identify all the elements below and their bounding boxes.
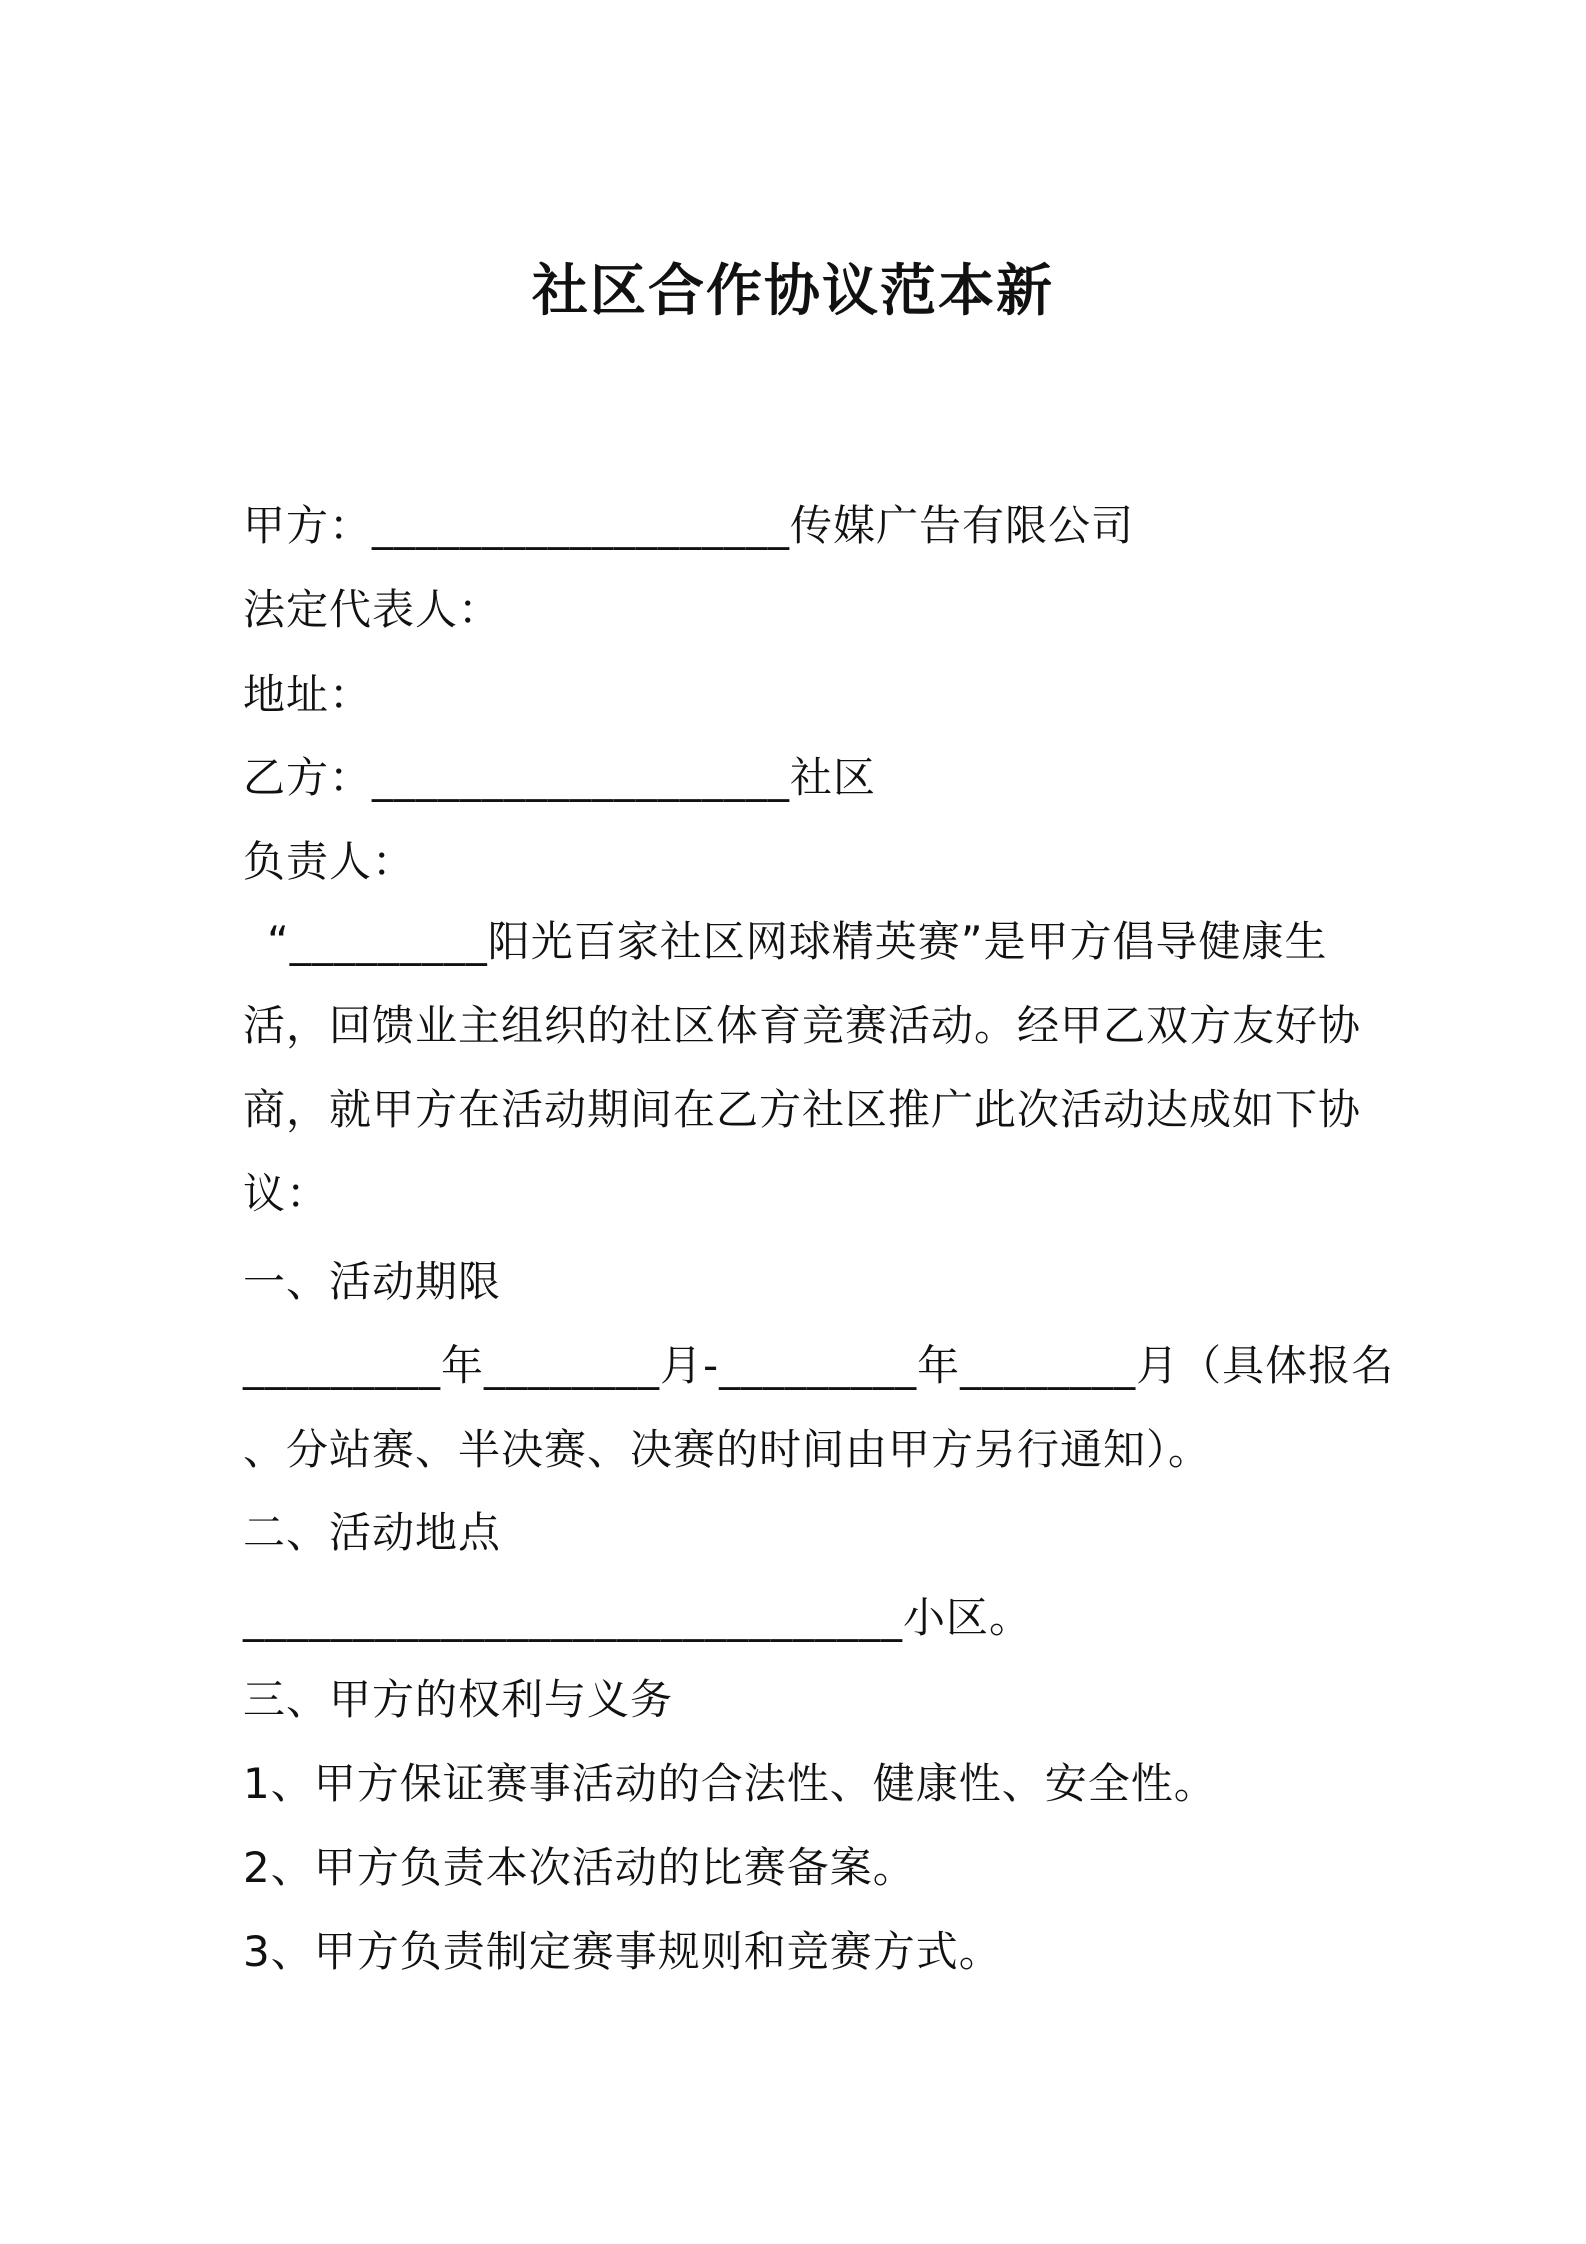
legal-representative-line: 法定代表人：	[243, 585, 502, 634]
section-2-heading: 二、活动地点	[243, 1508, 502, 1557]
address-line: 地址：	[243, 670, 373, 719]
section-1-date-line: _________年________月-_________年________月（具体报名	[243, 1341, 1395, 1390]
section-2-location-line: ______________________________小区。	[243, 1593, 1033, 1642]
section-1-heading: 一、活动期限	[243, 1257, 502, 1306]
section-3-item-2: 2、甲方负责本次活动的比赛备案。	[243, 1843, 916, 1892]
document-title: 社区合作协议范本新	[532, 259, 1054, 324]
person-in-charge-line: 负责人：	[243, 837, 416, 886]
party-a-line: 甲方：___________________传媒广告有限公司	[243, 501, 1135, 550]
section-3-heading: 三、甲方的权利与义务	[243, 1675, 674, 1724]
section-1-note-line: 、分站赛、半决赛、决赛的时间由甲方另行通知）。	[243, 1425, 1212, 1474]
section-3-item-3: 3、甲方负责制定赛事规则和竞赛方式。	[243, 1927, 1002, 1976]
intro-paragraph: “_________阳光百家社区网球精英赛”是甲方倡导健康生活，回馈业主组织的社区体育竞赛活动。经甲乙双方友好协商，就甲方在活动期间在乙方社区推广此次活动达成如下协议：	[243, 917, 1362, 1218]
section-3-item-1: 1、甲方保证赛事活动的合法性、健康性、安全性。	[243, 1759, 1217, 1808]
party-b-line: 乙方：___________________社区	[243, 753, 877, 802]
